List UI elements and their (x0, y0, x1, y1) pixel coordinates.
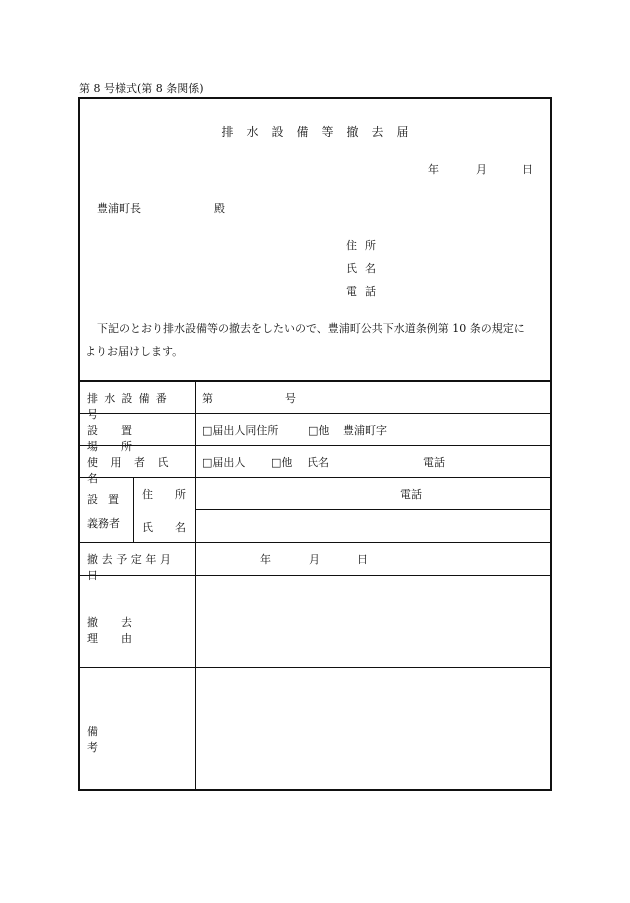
user-name-label: 使用者氏名 (87, 456, 181, 485)
obligor-label-line1: 設置 (87, 493, 129, 506)
body-text-line-2: よりお届けします。 (85, 345, 184, 358)
obligor-label-line2: 義務者 (87, 517, 120, 530)
row-label-remarks (87, 723, 187, 755)
user-name-field-label: 氏名 (307, 456, 329, 469)
form-number: 第 8 号様式(第 8 条関係) (79, 82, 204, 95)
notification-form (78, 97, 552, 791)
row-rule (195, 509, 550, 510)
location-label: 設置場所 (87, 424, 155, 453)
column-rule (195, 381, 196, 791)
date-year-label: 年 (428, 163, 439, 176)
removal-date-day: 日 (357, 553, 368, 566)
row-rule (80, 542, 550, 543)
drain-number-label: 排水設備番号 (87, 392, 173, 421)
date-day-label: 日 (522, 163, 533, 176)
honorific: 殿 (214, 202, 225, 215)
drain-number-suffix: 号 (285, 392, 296, 405)
section-divider (80, 380, 550, 382)
obligor-address-label: 住所 (142, 488, 208, 501)
user-option-other[interactable]: □他 (271, 456, 293, 469)
addressee: 豊浦町長 (97, 202, 141, 215)
remarks-label: 備考 (87, 725, 176, 754)
user-option-applicant[interactable]: □届出人 (202, 456, 246, 469)
removal-date-month: 月 (309, 553, 320, 566)
applicant-name-label: 氏名 (346, 262, 384, 275)
applicant-phone-label: 電話 (346, 285, 384, 298)
form-title: 排水設備等撤去届 (221, 125, 422, 139)
body-text-line-1: 下記のとおり排水設備等の撤去をしたいので、豊浦町公共下水道条例第 10 条の規定に (97, 322, 525, 335)
user-phone-label: 電話 (423, 456, 445, 469)
drain-number-prefix: 第 (202, 392, 213, 405)
obligor-phone-label: 電話 (400, 488, 422, 501)
column-rule (133, 478, 134, 542)
location-option-other[interactable]: □他 (308, 424, 330, 437)
location-town-text: 豊浦町字 (343, 424, 387, 437)
row-label-drain-number (87, 390, 187, 422)
date-month-label: 月 (476, 163, 487, 176)
removal-reason-label: 撤去理由 (87, 616, 155, 645)
row-label-user-name (87, 454, 187, 486)
applicant-address-label: 住所 (346, 239, 384, 252)
row-label-location (87, 422, 187, 454)
removal-date-label: 撤去予定年月日 (87, 553, 175, 582)
row-label-removal-date (87, 551, 187, 583)
obligor-name-label: 氏名 (142, 521, 208, 534)
row-label-removal-reason (87, 614, 187, 646)
location-option-same[interactable]: □届出人同住所 (202, 424, 279, 437)
removal-date-year: 年 (260, 553, 271, 566)
row-rule (80, 667, 550, 668)
